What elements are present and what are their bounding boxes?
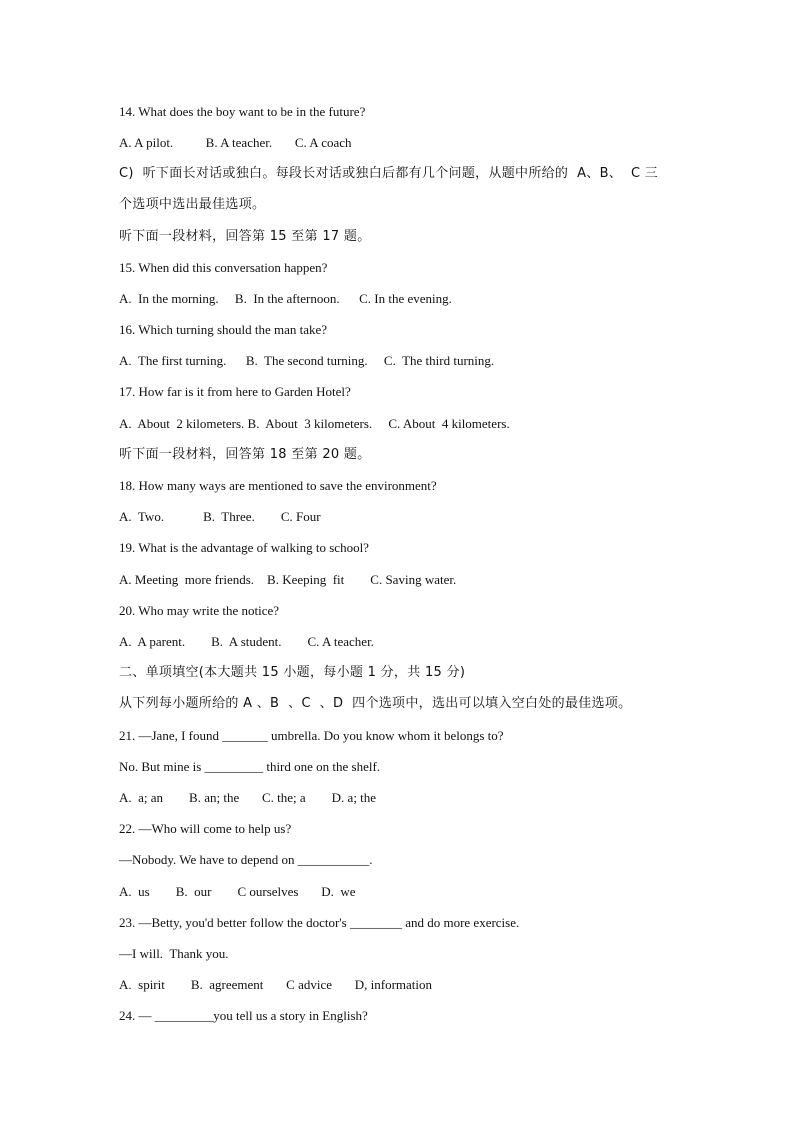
section-c-instruction: C) 听下面长对话或独白。每段长对话或独白后都有几个问题，从题中所给的 A、B、 C 三: [119, 166, 659, 181]
section-2-heading: 二、单项填空(本大题共 15 小题，每小题 1 分，共 15 分): [119, 665, 466, 680]
question-23: 23. —Betty, you'd better follow the doctor's ________ and do more exercise.: [119, 915, 520, 930]
material-intro-18-20: 听下面一段材料，回答第 18 至第 20 题。: [119, 447, 371, 462]
question-16: 16. Which turning should the man take?: [119, 322, 328, 337]
question-24: 24. — _________you tell us a story in English?: [119, 1008, 368, 1023]
question-21-options: A. a; an B. an; the C. the; a D. a; the: [119, 790, 377, 805]
question-15-options: A. In the morning. B. In the afternoon. C. In the evening.: [119, 291, 452, 306]
question-14: 14. What does the boy want to be in the future?: [119, 104, 366, 119]
question-19: 19. What is the advantage of walking to school?: [119, 540, 369, 555]
question-22-options: A. us B. our C ourselves D. we: [119, 884, 356, 899]
question-18-options: A. Two. B. Three. C. Four: [119, 509, 321, 524]
question-21: 21. —Jane, I found _______ umbrella. Do you know whom it belongs to?: [119, 728, 504, 743]
question-23-reply: —I will. Thank you.: [119, 946, 229, 961]
question-23-options: A. spirit B. agreement C advice D, information: [119, 977, 433, 992]
question-18: 18. How many ways are mentioned to save the environment?: [119, 478, 437, 493]
question-20-options: A. A parent. B. A student. C. A teacher.: [119, 634, 374, 649]
question-22: 22. —Who will come to help us?: [119, 821, 292, 836]
question-21-reply: No. But mine is _________ third one on the shelf.: [119, 759, 381, 774]
section-c-instruction-cont: 个选项中选出最佳选项。: [119, 197, 266, 212]
question-19-options: A. Meeting more friends. B. Keeping fit C. Saving water.: [119, 572, 457, 587]
question-22-reply: —Nobody. We have to depend on ___________.: [119, 852, 373, 867]
question-14-options: A. A pilot. B. A teacher. C. A coach: [119, 135, 352, 150]
question-15: 15. When did this conversation happen?: [119, 260, 328, 275]
question-17: 17. How far is it from here to Garden Hotel?: [119, 384, 351, 399]
section-2-instruction: 从下列每小题所给的 A 、B 、C 、D 四个选项中，选出可以填入空白处的最佳选项。: [119, 696, 632, 711]
material-intro-15-17: 听下面一段材料，回答第 15 至第 17 题。: [119, 229, 371, 244]
question-20: 20. Who may write the notice?: [119, 603, 280, 618]
question-17-options: A. About 2 kilometers. B. About 3 kilometers. C. About 4 kilometers.: [119, 416, 510, 431]
question-16-options: A. The first turning. B. The second turning. C. The third turning.: [119, 353, 495, 368]
